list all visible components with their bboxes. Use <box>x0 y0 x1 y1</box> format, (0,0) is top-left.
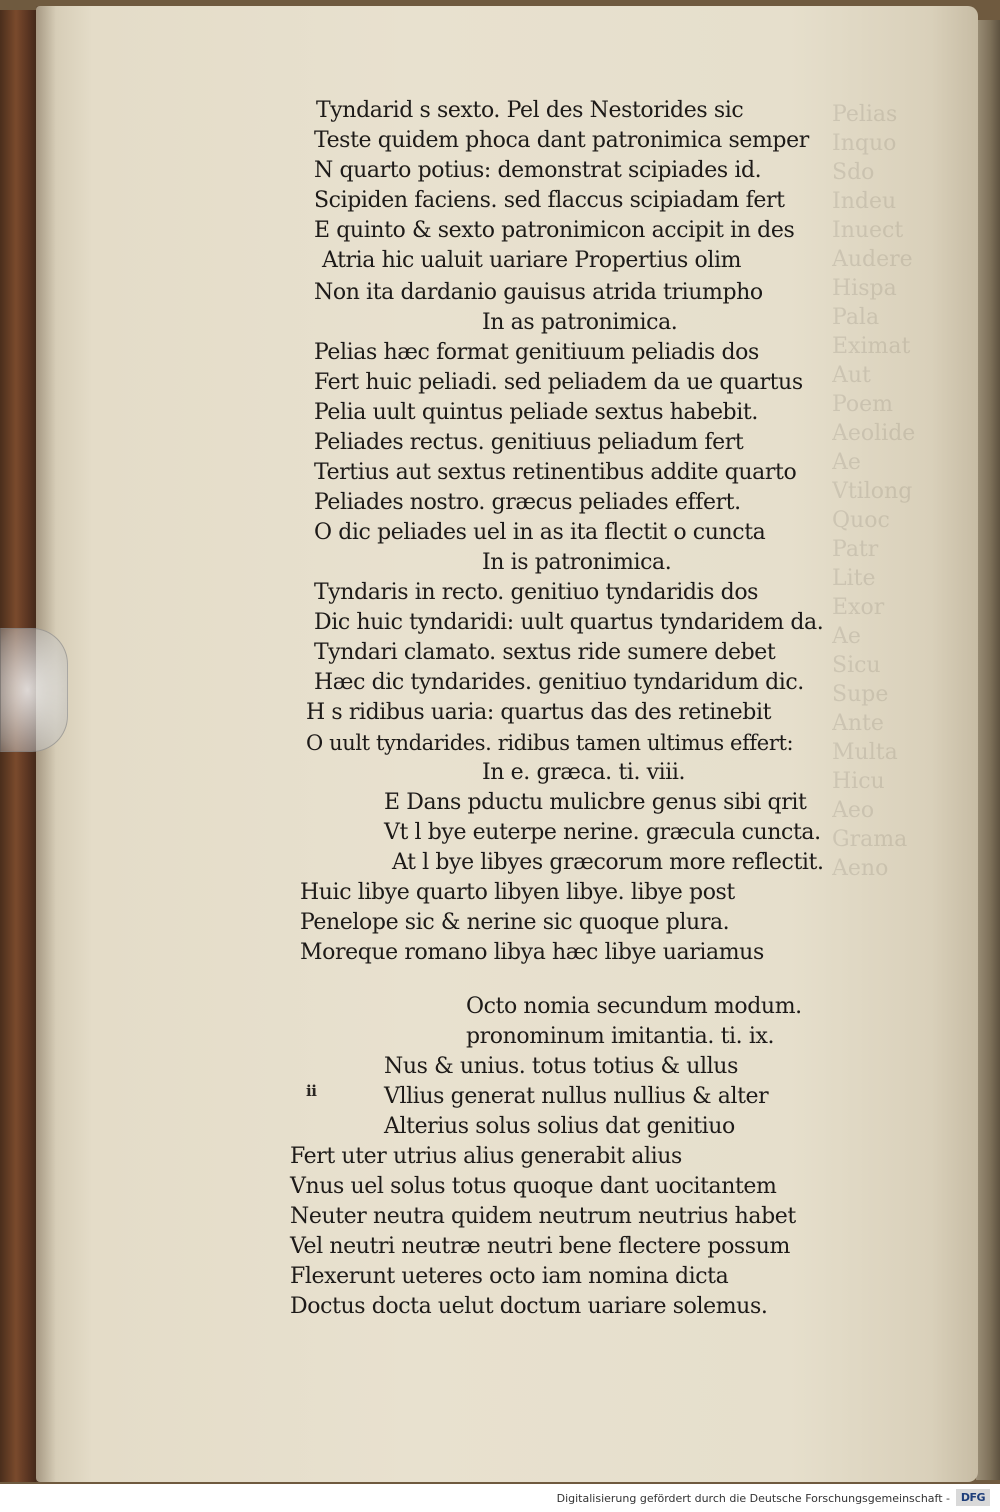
text-line: O dic peliades uel in as ita flectit o cuncta <box>314 520 766 545</box>
text-line: H s ridibus uaria: quartus das des retinebit <box>306 700 772 725</box>
fore-edge <box>976 20 1000 1480</box>
footer-bar <box>0 1484 1000 1512</box>
text-line: Hæc dic tyndarides. genitiuo tyndaridum dic. <box>314 670 804 695</box>
text-line: Tyndari clamato. sextus ride sumere debet <box>314 640 776 665</box>
dfg-logo: DFG <box>956 1489 990 1506</box>
text-line: Atria hic ualuit uariare Propertius olim <box>322 248 742 273</box>
text-line: Tertius aut sextus retinentibus addite quarto <box>314 460 797 485</box>
text-line: Penelope sic & nerine sic quoque plura. <box>300 910 730 935</box>
text-line: At l bye libyes græcorum more reflectit. <box>392 850 824 875</box>
text-line: O uult tyndarides. ridibus tamen ultimus effert: <box>306 731 794 755</box>
text-line: Doctus docta uelut doctum uariare solemus. <box>290 1294 768 1319</box>
text-line: Nus & unius. totus totius & ullus <box>384 1054 738 1079</box>
show-through-text: Pelias Inquo Sdo Indeu Inuect Audere Hispa Pala Eximat Aut Poem Aeolide Ae Vtilong Quoc Patr Lite Exor Ae Sicu Supe Ante Multa Hicu Aeo Grama Aeno <box>832 102 916 881</box>
text-line: Non ita dardanio gauisus atrida triumpho <box>314 280 763 305</box>
section-heading: In as patronimica. <box>482 310 678 335</box>
section-heading: Octo nomia secundum modum. <box>466 994 802 1019</box>
section-heading: In is patronimica. <box>482 550 672 575</box>
text-line: Moreque romano libya hæc libye uariamus <box>300 940 764 965</box>
text-line: Flexerunt ueteres octo iam nomina dicta <box>290 1264 729 1289</box>
text-line: Vllius generat nullus nullius & alter <box>384 1084 769 1109</box>
text-line: Dic huic tyndaridi: uult quartus tyndaridem da. <box>314 610 824 635</box>
section-heading: In e. græca. ti. viii. <box>482 760 686 785</box>
text-line: E quinto & sexto patronimicon accipit in des <box>314 218 795 243</box>
text-line: Pelia uult quintus peliade sextus habebit. <box>314 400 758 425</box>
text-line: Tyndaris in recto. genitiuo tyndaridis dos <box>314 580 759 605</box>
text-line: Tyndarid s sexto. Pel des Nestorides sic <box>316 98 744 123</box>
funding-credit: Digitalisierung gefördert durch die Deutsche Forschungsgemeinschaft - <box>556 1492 950 1505</box>
text-line: Vnus uel solus totus quoque dant uocitantem <box>290 1174 777 1199</box>
section-heading: pronominum imitantia. ti. ix. <box>466 1024 775 1049</box>
text-line: Vt l bye euterpe nerine. græcula cuncta. <box>384 820 821 845</box>
text-line: Peliades rectus. genitiuus peliadum fert <box>314 430 744 455</box>
text-line: N quarto potius: demonstrat scipiades id. <box>314 158 762 183</box>
text-line: E Dans pductu mulicbre genus sibi qrit <box>384 790 807 815</box>
text-line: Scipiden faciens. sed flaccus scipiadam fert <box>314 188 785 213</box>
text-line: Neuter neutra quidem neutrum neutrius habet <box>290 1204 796 1229</box>
text-line: Pelias hæc format genitiuum peliadis dos <box>314 340 759 365</box>
text-line: Huic libye quarto libyen libye. libye post <box>300 880 735 905</box>
text-line: Fert huic peliadi. sed peliadem da ue quartus <box>314 370 803 395</box>
text-line: Fert uter utrius alius generabit alius <box>290 1144 682 1169</box>
text-line: Vel neutri neutræ neutri bene flectere possum <box>290 1234 790 1259</box>
page-clip <box>0 628 68 752</box>
margin-mark: ii <box>306 1082 317 1100</box>
text-line: Teste quidem phoca dant patronimica semper <box>314 128 809 153</box>
text-line: Alterius solus solius dat genitiuo <box>384 1114 735 1139</box>
text-line: Peliades nostro. græcus peliades effert. <box>314 490 741 515</box>
